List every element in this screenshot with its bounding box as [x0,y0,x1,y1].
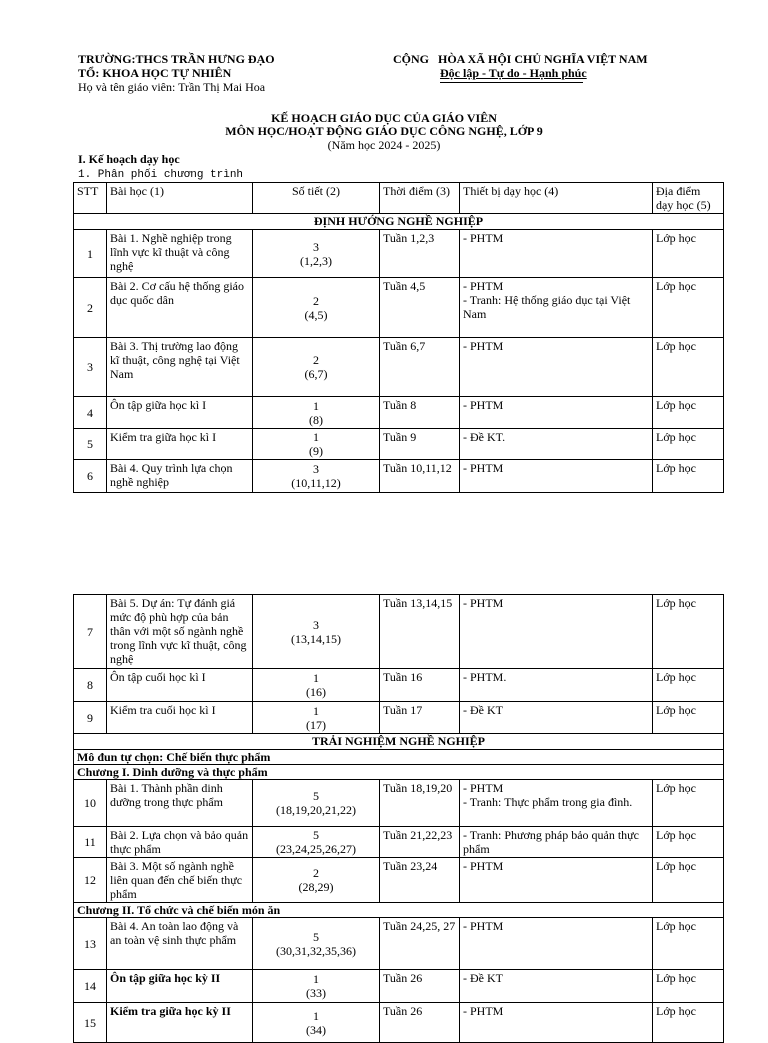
cell-periods [253,230,380,278]
cell-periods [253,669,380,702]
periods-detail: (16) [306,685,326,699]
table-row [74,858,724,903]
cell-periods [253,338,380,397]
cell-lesson: Bài 4. Quy trình lựa chọn nghề nghiệp [107,460,253,493]
table-body-b [74,595,724,734]
cell-stt: 8 [74,669,107,702]
chapter-title: Chương I. Dinh dưỡng và thực phẩm [74,765,724,780]
cell-place: Lớp học [653,338,724,397]
cell-equipment: - Đề KT. [460,429,653,460]
cell-periods [253,595,380,669]
cell-place: Lớp học [653,827,724,858]
periods-detail: (33) [306,986,326,1000]
program-table-part2 [73,594,724,1043]
school-name: TRƯỜNG:THCS TRẦN HƯNG ĐẠO [78,52,275,66]
periods-count: 1 [313,1008,319,1023]
section-title: TRẢI NGHIỆM NGHỀ NGHIỆP [74,734,724,750]
cell-periods [253,702,380,734]
cell-time: Tuần 6,7 [380,338,460,397]
department-name: TỔ: KHOA HỌC TỰ NHIÊN [78,66,232,80]
cell-place: Lớp học [653,595,724,669]
cell-time: Tuần 26 [380,1003,460,1043]
table-body-c [74,780,724,903]
table-row [74,918,724,970]
cell-equipment: - Tranh: Phương pháp bảo quản thực phẩm [460,827,653,858]
periods-detail: (13,14,15) [291,631,341,646]
cell-stt: 4 [74,397,107,429]
cell-lesson: Kiểm tra giữa học kỳ II [107,1003,253,1043]
chapter-row [74,765,724,780]
cell-place: Lớp học [653,278,724,338]
periods-detail: (9) [309,444,323,458]
table-row [74,230,724,278]
periods-detail: (30,31,32,35,36) [276,943,356,958]
cell-equipment: - PHTM [460,918,653,970]
col-header-place: Địa điểm dạy học (5) [653,183,724,214]
cell-time: Tuần 8 [380,397,460,429]
cell-time: Tuần 24,25, 27 [380,918,460,970]
table-row [74,669,724,702]
section-row [74,734,724,750]
cell-stt: 7 [74,595,107,669]
cell-lesson: Bài 3. Một số ngành nghề liên quan đến chế biến thực phẩm [107,858,253,903]
periods-count: 1 [313,972,319,986]
cell-lesson: Bài 4. An toàn lao động và an toàn vệ sinh thực phẩm [107,918,253,970]
cell-stt: 10 [74,780,107,827]
cell-place: Lớp học [653,460,724,493]
col-header-stt: STT [74,183,107,214]
cell-place: Lớp học [653,1003,724,1043]
cell-stt: 3 [74,338,107,397]
cell-periods [253,918,380,970]
plan-title: KẾ HOẠCH GIÁO DỤC CỦA GIÁO VIÊN [271,111,497,125]
table-row [74,780,724,827]
periods-count: 5 [313,828,319,842]
cell-equipment: - PHTM [460,460,653,493]
cell-time: Tuần 17 [380,702,460,734]
cell-periods [253,780,380,827]
col-header-equipment: Thiết bị dạy học (4) [460,183,653,214]
motto-underline [440,82,583,83]
cell-lesson: Ôn tập giữa học kỳ II [107,970,253,1003]
cell-place: Lớp học [653,230,724,278]
cell-equipment: - PHTM [460,858,653,903]
cell-equipment: - Đề KT [460,702,653,734]
cell-lesson: Bài 1. Nghề nghiệp trong lĩnh vực kĩ thuật và công nghệ [107,230,253,278]
periods-count: 5 [313,789,319,803]
periods-count: 1 [313,430,319,444]
cell-periods [253,858,380,903]
periods-detail: (4,5) [304,307,328,322]
table-row [74,970,724,1003]
table-row [74,278,724,338]
cell-stt: 2 [74,278,107,338]
col-header-time: Thời điểm (3) [380,183,460,214]
section-title: ĐỊNH HƯỚNG NGHỀ NGHIỆP [74,214,724,230]
section-row [74,214,724,230]
cell-place: Lớp học [653,397,724,429]
table-row [74,460,724,493]
table-row [74,595,724,669]
col-header-lesson: Bài học (1) [107,183,253,214]
cell-time: Tuần 18,19,20 [380,780,460,827]
periods-count: 2 [313,866,319,880]
cell-periods [253,1003,380,1043]
cell-time: Tuần 10,11,12 [380,460,460,493]
periods-detail: (18,19,20,21,22) [276,803,356,817]
table-row [74,827,724,858]
periods-detail: (34) [306,1022,326,1037]
cell-periods [253,278,380,338]
table-row [74,338,724,397]
cell-place: Lớp học [653,780,724,827]
nation-title: CỘNG HÒA XÃ HỘI CHỦ NGHĨA VIỆT NAM [393,52,648,66]
cell-stt: 1 [74,230,107,278]
cell-equipment: - PHTM [460,1003,653,1043]
cell-place: Lớp học [653,429,724,460]
periods-detail: (6,7) [304,367,328,381]
cell-place: Lớp học [653,970,724,1003]
cell-equipment: - PHTM - Tranh: Hệ thống giáo dục tại Việt Nam [460,278,653,338]
cell-time: Tuần 23,24 [380,858,460,903]
cell-stt: 5 [74,429,107,460]
cell-equipment: - PHTM [460,595,653,669]
periods-detail: (10,11,12) [291,476,341,490]
periods-count: 1 [313,398,319,413]
table-row [74,397,724,429]
periods-count: 2 [313,293,319,308]
national-motto: Độc lập - Tự do - Hạnh phúc [440,66,587,80]
cell-time: Tuần 9 [380,429,460,460]
subsection-heading: 1. Phân phối chương trình [78,169,244,181]
module-title: Mô đun tự chọn: Chế biến thực phẩm [74,750,724,765]
cell-lesson: Bài 2. Lựa chọn và bảo quản thực phẩm [107,827,253,858]
cell-time: Tuần 21,22,23 [380,827,460,858]
periods-count: 5 [313,929,319,944]
cell-stt: 14 [74,970,107,1003]
cell-place: Lớp học [653,669,724,702]
table-row [74,702,724,734]
cell-periods [253,397,380,429]
cell-equipment: - PHTM [460,397,653,429]
cell-stt: 13 [74,918,107,970]
periods-count: 2 [313,353,319,367]
cell-periods [253,827,380,858]
cell-time: Tuần 16 [380,669,460,702]
cell-lesson: Bài 5. Dự án: Tự đánh giá mức độ phù hợp của bản thân với một số ngành nghề trong lĩnh vực kĩ thuật, công nghệ [107,595,253,669]
periods-detail: (28,29) [298,880,334,894]
cell-place: Lớp học [653,858,724,903]
cell-stt: 9 [74,702,107,734]
cell-place: Lớp học [653,918,724,970]
periods-detail: (1,2,3) [300,253,332,268]
cell-lesson: Ôn tập cuối học kì I [107,669,253,702]
cell-periods [253,429,380,460]
periods-count: 1 [313,671,319,685]
cell-time: Tuần 13,14,15 [380,595,460,669]
table-body-a [74,230,724,493]
teacher-name: Họ và tên giáo viên: Trần Thị Mai Hoa [78,80,266,94]
section-heading: I. Kế hoạch dạy học [78,152,180,166]
periods-detail: (8) [309,412,323,427]
cell-equipment: - PHTM [460,230,653,278]
cell-time: Tuần 1,2,3 [380,230,460,278]
table-header-row [74,183,724,214]
module-row [74,750,724,765]
cell-place: Lớp học [653,702,724,734]
program-table-part1 [73,182,724,493]
cell-equipment: - PHTM. [460,669,653,702]
plan-subtitle: MÔN HỌC/HOẠT ĐỘNG GIÁO DỤC CÔNG NGHỆ, LỚP 9 [225,124,543,138]
cell-lesson: Bài 3. Thị trường lao động kĩ thuật, công nghệ tại Việt Nam [107,338,253,397]
periods-count: 1 [313,703,319,718]
cell-equipment: - PHTM [460,338,653,397]
chapter-title: Chương II. Tổ chức và chế biến món ăn [74,903,724,918]
table-row [74,1003,724,1043]
periods-count: 3 [313,617,319,632]
chapter-row [74,903,724,918]
cell-time: Tuần 26 [380,970,460,1003]
cell-stt: 15 [74,1003,107,1043]
cell-time: Tuần 4,5 [380,278,460,338]
cell-periods [253,460,380,493]
table-row [74,429,724,460]
cell-equipment: - PHTM - Tranh: Thực phẩm trong gia đình. [460,780,653,827]
periods-detail: (17) [306,717,326,732]
cell-equipment: - Đề KT [460,970,653,1003]
cell-lesson: Bài 2. Cơ cấu hệ thống giáo dục quốc dân [107,278,253,338]
periods-count: 3 [313,239,319,254]
cell-stt: 11 [74,827,107,858]
cell-stt: 6 [74,460,107,493]
cell-lesson: Ôn tập giữa học kì I [107,397,253,429]
cell-lesson: Kiểm tra cuối học kì I [107,702,253,734]
periods-count: 3 [313,462,319,476]
periods-detail: (23,24,25,26,27) [276,842,356,856]
cell-stt: 12 [74,858,107,903]
col-header-periods: Số tiết (2) [253,183,380,214]
cell-periods [253,970,380,1003]
cell-lesson: Kiểm tra giữa học kì I [107,429,253,460]
school-year: (Năm học 2024 - 2025) [327,138,441,152]
cell-lesson: Bài 1. Thành phần dinh dưỡng trong thực phẩm [107,780,253,827]
